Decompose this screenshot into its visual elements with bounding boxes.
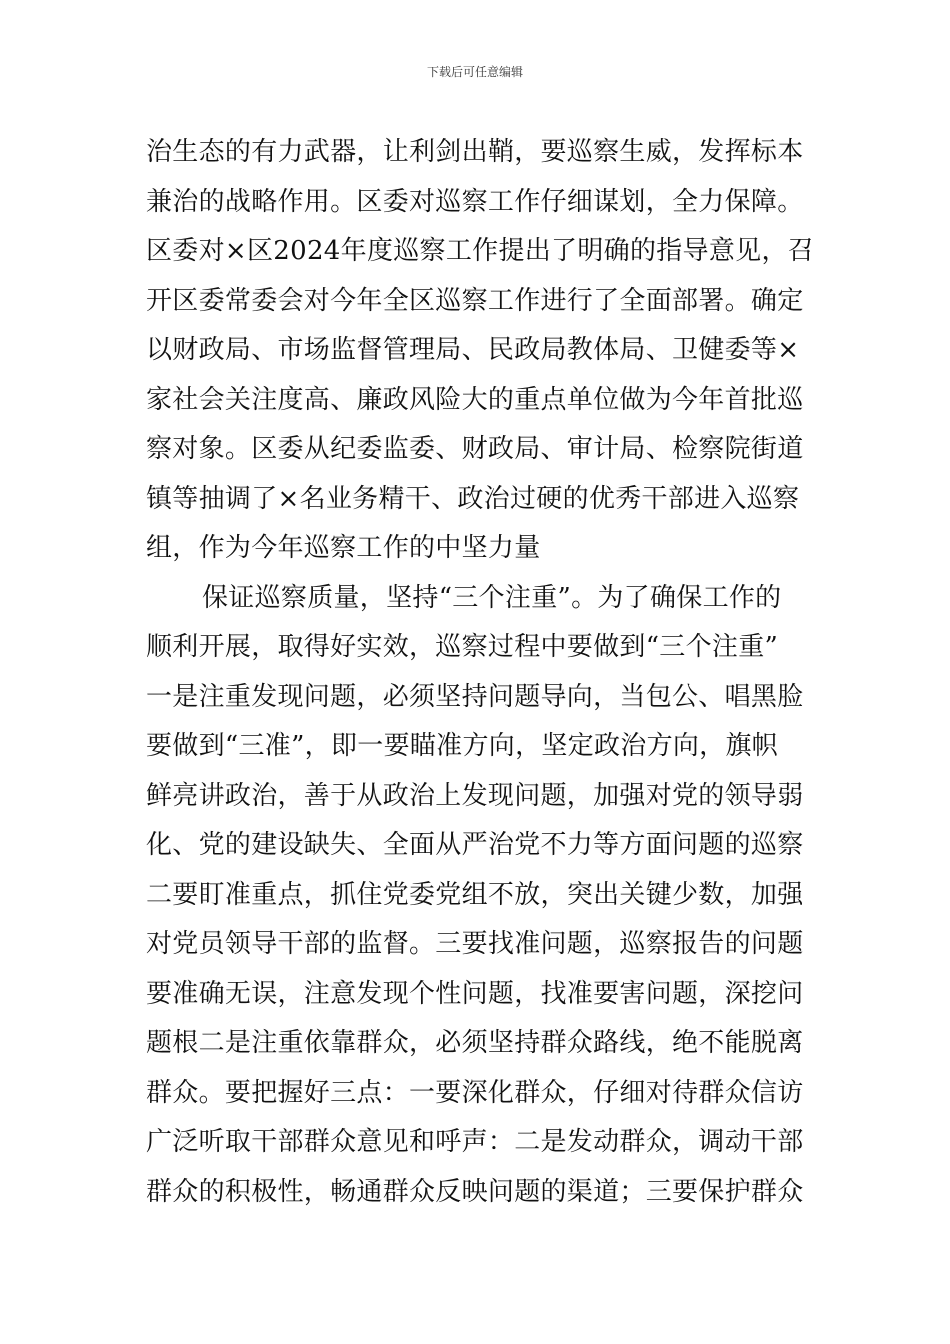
text-line: 二要盯准重点，抓住党委党组不放，突出关键少数，加强	[146, 879, 804, 910]
text-line: 开区委常委会对今年全区巡察工作进行了全面部署。确定	[146, 285, 804, 316]
text-line: 顺利开展，取得好实效，巡察过程中要做到“三个注重”	[146, 632, 779, 662]
text-line: 鲜亮讲政治，善于从政治上发现问题，加强对党的领导弱	[146, 780, 804, 811]
document-body	[146, 128, 816, 1217]
text-line: 组，作为今年巡察工作的中坚力量	[146, 533, 541, 563]
text-line: 家社会关注度高、廉政风险大的重点单位做为今年首批巡	[146, 384, 804, 415]
text-line: 化、党的建设缺失、全面从严治党不力等方面问题的巡察	[146, 830, 804, 860]
text-line: 群众的积极性，畅通群众反映问题的渠道；三要保护群众	[146, 1176, 804, 1207]
text-line: 保证巡察质量，坚持“三个注重”。为了确保工作的	[202, 582, 782, 613]
text-line: 群众。要把握好三点：一要深化群众，仔细对待群众信访	[146, 1077, 804, 1108]
text-line: 镇等抽调了×名业务精干、政治过硬的优秀干部进入巡察	[146, 483, 800, 514]
text-line: 对党员领导干部的监督。三要找准问题，巡察报告的问题	[146, 929, 804, 959]
text-line: 要准确无误，注意发现个性问题，找准要害问题，深挖问	[146, 978, 804, 1009]
text-line: 兼治的战略作用。区委对巡察工作仔细谋划，全力保障。	[146, 186, 804, 217]
text-line: 以财政局、市场监督管理局、民政局教体局、卫健委等×	[146, 335, 800, 365]
text-line: 要做到“三准”，即一要瞄准方向，坚定政治方向，旗帜	[146, 731, 779, 761]
text-line: 题根二是注重依靠群众，必须坚持群众路线，绝不能脱离	[146, 1028, 804, 1058]
text-line: 治生态的有力武器，让利剑出鞘，要巡察生威，发挥标本	[146, 137, 804, 167]
text-line: 区委对×区2024年度巡察工作提出了明确的指导意见，召	[146, 236, 815, 266]
text-line: 广泛听取干部群众意见和呼声：二是发动群众，调动干部	[146, 1127, 804, 1157]
text-line: 察对象。区委从纪委监委、财政局、审计局、检察院街道	[146, 434, 804, 464]
page-header: 下载后可任意编辑	[426, 65, 523, 79]
text-line: 一是注重发现问题，必须坚持问题导向，当包公、唱黑脸	[146, 681, 804, 712]
